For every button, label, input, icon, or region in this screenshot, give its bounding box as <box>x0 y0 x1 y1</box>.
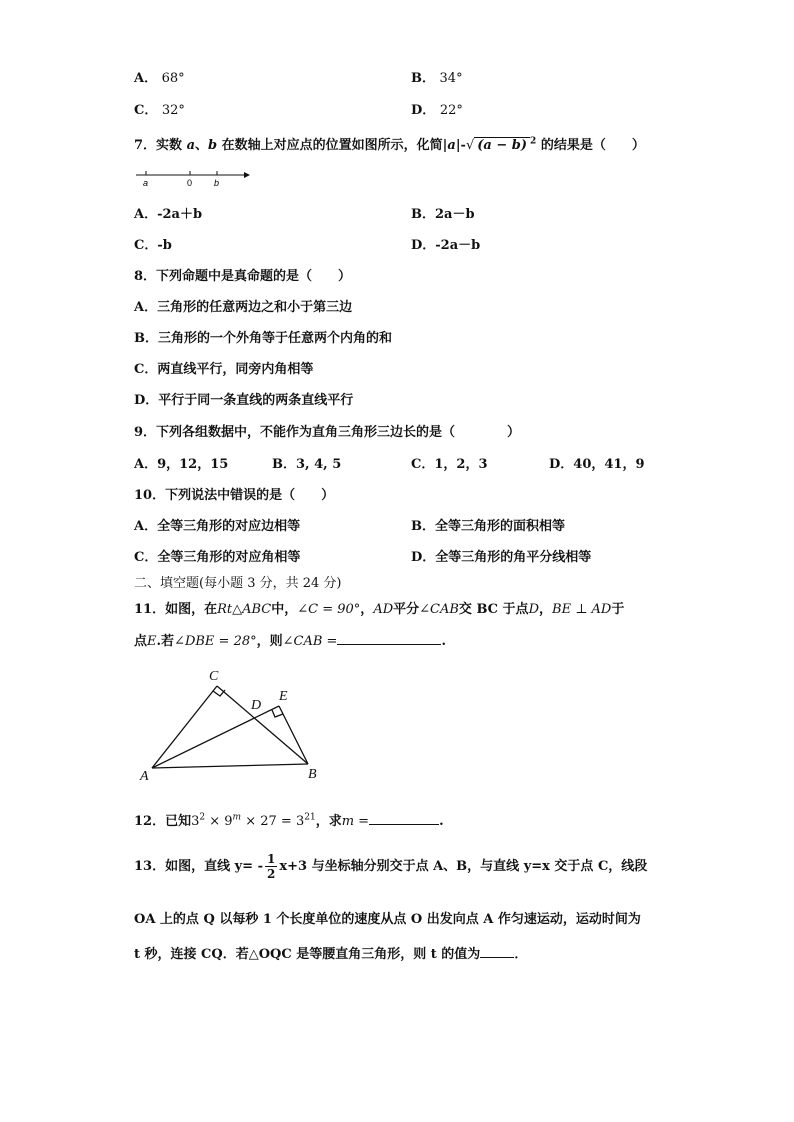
q9-option-a <box>134 453 228 472</box>
option-text: 全等三角形的角平分线相等 <box>435 550 592 565</box>
text: |- <box>455 138 466 153</box>
q12-line <box>134 810 444 829</box>
option-text: 22° <box>439 103 463 118</box>
option-text: 40，41，9 <box>573 457 645 472</box>
q8-option-c <box>134 358 313 377</box>
option-key: C． <box>134 550 158 565</box>
option-key: D． <box>134 393 159 408</box>
math: D <box>528 602 539 617</box>
q13-line3 <box>134 943 527 962</box>
section-title: 二、填空题(每小题 3 分，共 24 分) <box>134 576 342 591</box>
text: ， <box>360 602 374 617</box>
text: . <box>439 814 444 829</box>
option-key: A． <box>134 71 158 86</box>
text: t 秒，连接 CQ．若△OQC 是等腰直角三角形，则 t 的值为 <box>134 947 481 962</box>
q9-stem: 9．下列各组数据中，不能作为直角三角形三边长的是（ ） <box>134 425 521 440</box>
option-text: 68° <box>161 71 185 86</box>
q10-option-a <box>134 515 300 534</box>
math: E <box>147 634 157 649</box>
answer-blank[interactable] <box>480 943 514 958</box>
math: × 9 <box>205 814 233 829</box>
text: 于 <box>611 602 625 617</box>
q9-option-b <box>272 453 341 472</box>
option-key: B． <box>134 331 158 346</box>
arrow-head <box>244 172 250 178</box>
q6-option-b <box>411 67 463 86</box>
option-text: 三角形的一个外角等于任意两个内角的和 <box>158 331 393 346</box>
option-key: A． <box>134 457 158 472</box>
option-text: 32° <box>161 103 185 118</box>
exponent: 2 <box>530 136 537 147</box>
triangle-figure <box>138 664 338 784</box>
option-key: D． <box>411 550 436 565</box>
option-text: 全等三角形的对应边相等 <box>157 519 301 534</box>
option-text: 三角形的任意两边之和小于第三边 <box>157 300 353 315</box>
text: 11．如图，在 <box>134 602 218 617</box>
q6-option-a <box>134 67 185 86</box>
text: 7．实数 <box>134 138 183 153</box>
math: ∠DBE = 28° <box>174 634 257 649</box>
text: 13．如图，直线 y= - <box>134 859 263 874</box>
q6-option-d <box>411 99 463 118</box>
math: BE ⊥ AD <box>552 602 612 617</box>
option-text: 两直线平行，同旁内角相等 <box>157 362 314 377</box>
q6-option-c <box>134 99 185 118</box>
math: = <box>354 814 370 829</box>
math: × 27 = 3 <box>241 814 305 829</box>
q13-line1 <box>134 852 647 881</box>
option-text: -2a－b <box>435 238 481 253</box>
text: 平分 <box>393 602 420 617</box>
option-key: C． <box>134 103 158 118</box>
q10-option-d <box>411 546 591 565</box>
text: ，则 <box>256 634 283 649</box>
label-c: C <box>209 669 219 684</box>
option-text: 1，2，3 <box>434 457 488 472</box>
q8-option-a <box>134 296 352 315</box>
q9-option-c <box>411 453 488 472</box>
text: .若 <box>156 634 175 649</box>
text: 交 BC 于点 <box>458 602 529 617</box>
label-a: A <box>140 769 149 784</box>
math: m <box>341 814 355 829</box>
option-text: 3, 4, 5 <box>296 457 342 472</box>
text: ，求 <box>315 814 342 829</box>
q7-option-d <box>411 234 480 253</box>
option-key: B． <box>411 207 435 222</box>
q7-option-b <box>411 203 475 222</box>
text: ， <box>539 602 553 617</box>
math: ∠CAB <box>419 602 459 617</box>
text: 12．已知 <box>134 814 192 829</box>
label-d: D <box>251 698 262 713</box>
denominator: 2 <box>267 867 276 881</box>
text: 在数轴上对应点的位置如图所示，化简| <box>221 138 448 153</box>
option-key: B． <box>411 519 435 534</box>
sqrt-content: (a − b) <box>474 137 530 153</box>
option-key: B． <box>272 457 296 472</box>
text: 的结果是（ ） <box>540 138 645 153</box>
option-text: -b <box>157 238 172 253</box>
var: a <box>447 138 456 153</box>
text: 点 <box>134 634 148 649</box>
segment-ae <box>152 706 279 768</box>
q9-option-d <box>549 453 645 472</box>
label-b: B <box>308 767 317 782</box>
option-text: 全等三角形的对应角相等 <box>157 550 301 565</box>
q10-option-c <box>134 546 300 565</box>
segment-ac <box>152 686 217 768</box>
option-text: 全等三角形的面积相等 <box>435 519 566 534</box>
segment-cb <box>217 686 308 764</box>
q7-option-a <box>134 203 202 222</box>
option-key: C． <box>134 238 158 253</box>
option-key: C． <box>134 362 158 377</box>
option-text: 2a－b <box>435 207 475 222</box>
label-zero: 0 <box>187 178 193 188</box>
q8-option-b <box>134 327 392 346</box>
math: ∠C = 90° <box>297 602 361 617</box>
var: a <box>186 138 196 153</box>
exponent: m <box>232 812 242 823</box>
math: ∠CAB = <box>282 634 338 649</box>
numerator: 1 <box>267 852 276 866</box>
q8-option-d <box>134 389 353 408</box>
text: . <box>441 634 446 649</box>
q10-option-b <box>411 515 565 534</box>
option-key: D． <box>411 103 436 118</box>
option-key: D． <box>411 238 436 253</box>
q11-line2 <box>134 630 446 649</box>
answer-blank[interactable] <box>369 810 439 825</box>
math: 3 <box>191 814 200 829</box>
text: 中， <box>271 602 298 617</box>
q10-stem: 10．下列说法中错误的是（ ） <box>134 488 335 503</box>
math: AD <box>373 602 394 617</box>
option-key: A． <box>134 519 158 534</box>
q8-stem: 8．下列命题中是真命题的是（ ） <box>134 269 352 284</box>
option-text: -2a＋b <box>157 207 203 222</box>
option-key: D． <box>549 457 574 472</box>
q7-stem: 7．实数 a、b 在数轴上对应点的位置如图所示，化简|a|-√ (a − b) $^2$ 的结果是（ ） <box>134 136 645 153</box>
label-b: b <box>214 178 220 188</box>
option-text: 34° <box>439 71 463 86</box>
fraction <box>265 852 277 881</box>
q11-line1 <box>134 598 624 617</box>
answer-blank[interactable] <box>337 630 441 645</box>
option-key: C． <box>411 457 435 472</box>
label-e: E <box>279 689 288 704</box>
q7-option-c <box>134 234 172 253</box>
exponent: 21 <box>304 812 316 823</box>
math: Rt△ABC <box>217 602 272 617</box>
option-text: 平行于同一条直线的两条直线平行 <box>158 393 354 408</box>
var: b <box>208 138 218 153</box>
text: ． <box>514 947 528 962</box>
option-text: 9，12，15 <box>157 457 229 472</box>
exponent: 2 <box>199 812 206 823</box>
text: x+3 与坐标轴分别交于点 A、B，与直线 y=x 交于点 C，线段 <box>279 859 648 874</box>
text: 、 <box>195 138 209 153</box>
segment-eb <box>279 706 308 764</box>
segment-ab <box>152 764 308 768</box>
option-key: B． <box>411 71 435 86</box>
q13-line2: OA 上的点 Q 以每秒 1 个长度单位的速度从点 O 出发向点 A 作匀速运动，运动时间为 <box>134 912 641 927</box>
option-key: A． <box>134 300 158 315</box>
option-key: A． <box>134 207 158 222</box>
number-line <box>134 166 250 188</box>
label-a: a <box>143 178 149 188</box>
